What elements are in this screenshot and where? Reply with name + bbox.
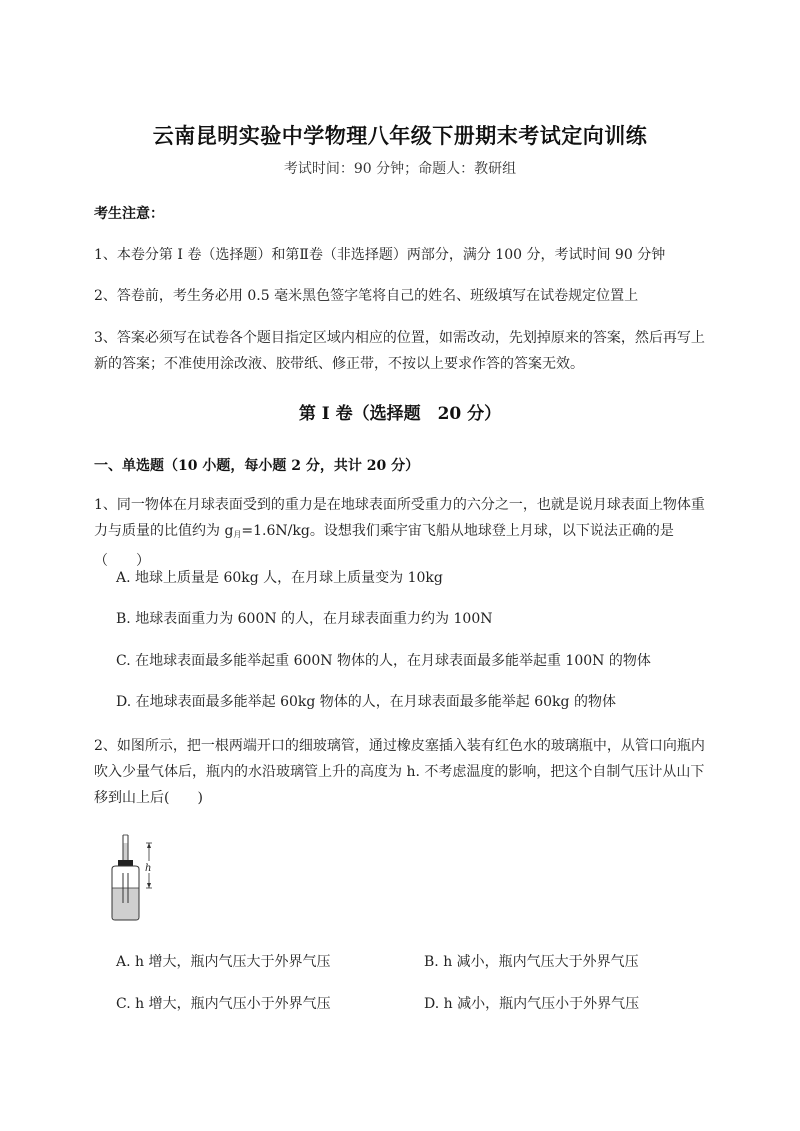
question-2-option-d[interactable]: D. h 减小，瓶内气压小于外界气压 bbox=[424, 996, 640, 1012]
question-1-text-part2: =1.6N/kg。设想我们乘宇宙飞船从地球登上月球，以下说法正确的是（ ） bbox=[94, 523, 674, 569]
barometer-figure bbox=[106, 833, 166, 923]
question-1-text-part1: 1、同一物体在月球表面受到的重力是在地球表面所受重力的六分之一，也就是说月球表面上物体重力与质量的比值约为 g bbox=[94, 497, 705, 539]
exam-subtitle: 考试时间：90 分钟；命题人：教研组 bbox=[283, 161, 517, 177]
question-2-stem: 2、如图所示，把一根两端开口的细玻璃管，通过橡皮塞插入装有红色水的玻璃瓶中，从管口向瓶内吹入少量气体后，瓶内的水沿玻璃管上升的高度为 h. 不考虑温度的影响，把这个自制气压计从山下移到山上后( ) bbox=[94, 738, 705, 806]
question-1-stem bbox=[94, 492, 706, 574]
notice-item-2: 2、答卷前，考生务必用 0.5 毫米黑色签字笔将自己的姓名、班级填写在试卷规定位置上 bbox=[94, 288, 639, 304]
question-2-option-a[interactable]: A. h 增大，瓶内气压大于外界气压 bbox=[116, 954, 331, 970]
question-2-option-b[interactable]: B. h 减小，瓶内气压大于外界气压 bbox=[424, 954, 639, 970]
section-title: 第 I 卷（选择题 20 分） bbox=[298, 404, 502, 424]
exam-title: 云南昆明实验中学物理八年级下册期末考试定向训练 bbox=[152, 123, 648, 148]
question-1-option-c[interactable]: C. 在地球表面最多能举起重 600N 物体的人，在月球表面最多能举起重 100N 的物体 bbox=[116, 653, 651, 669]
question-1-subscript: 月 bbox=[233, 530, 242, 539]
question-1-option-a[interactable]: A. 地球上质量是 60kg 人，在月球上质量变为 10kg bbox=[116, 570, 443, 586]
question-1-option-b[interactable]: B. 地球表面重力为 600N 的人，在月球表面重力约为 100N bbox=[116, 611, 493, 627]
notice-item-3: 3、答案必须写在试卷各个题目指定区域内相应的位置，如需改动，先划掉原来的答案，然后再写上新的答案；不准使用涂改液、胶带纸、修正带，不按以上要求作答的答案无效。 bbox=[94, 330, 705, 372]
question-2-option-c[interactable]: C. h 增大，瓶内气压小于外界气压 bbox=[116, 996, 331, 1012]
section-heading: 一、单选题（10 小题，每小题 2 分，共计 20 分） bbox=[94, 458, 420, 474]
notice-item-1: 1、本卷分第 I 卷（选择题）和第Ⅱ卷（非选择题）两部分，满分 100 分，考试时间 90 分钟 bbox=[94, 247, 666, 263]
notice-heading: 考生注意： bbox=[94, 206, 164, 222]
question-1-option-d[interactable]: D. 在地球表面最多能举起 60kg 物体的人，在月球表面最多能举起 60kg 的物体 bbox=[116, 694, 616, 710]
figure-label-h: h bbox=[145, 863, 152, 874]
